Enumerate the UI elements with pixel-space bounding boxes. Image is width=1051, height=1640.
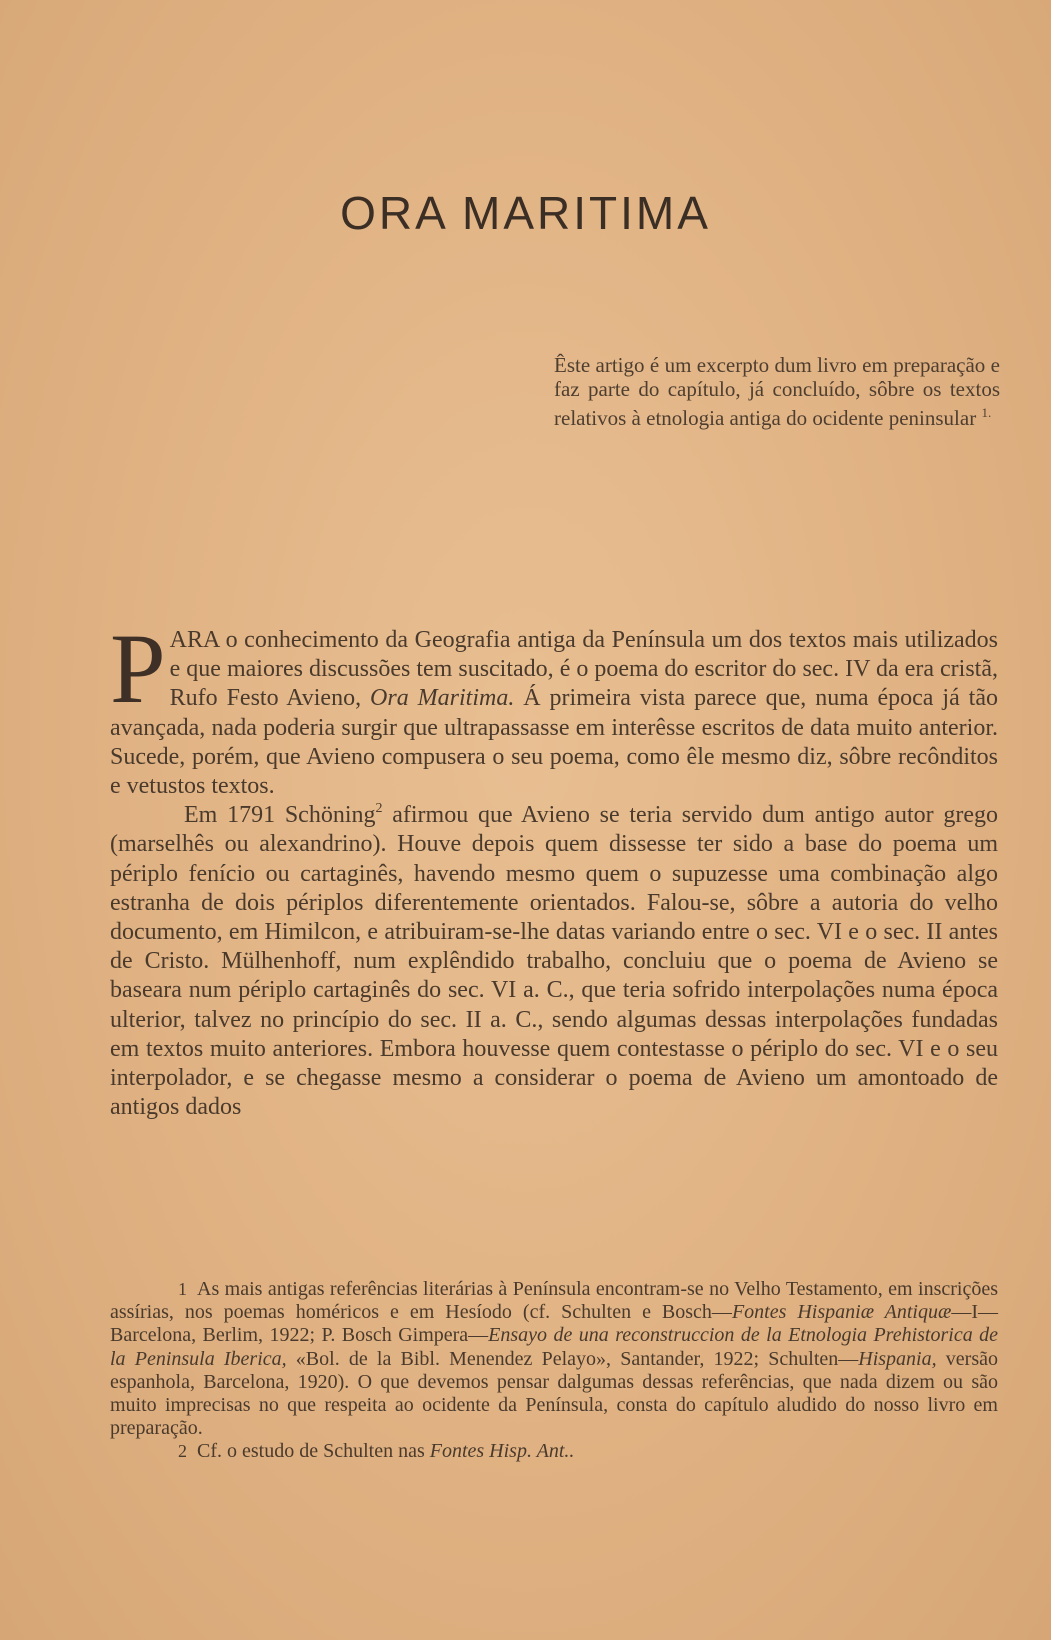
footnote-2 [110, 1440, 998, 1463]
paragraph-2-text-a: Em 1791 Schöning [184, 802, 376, 829]
page-title: ORA MARITIMA [340, 187, 711, 239]
footnote-1-italic-2: Ensayo de una reconstruccion de la Etnologia Prehistorica de la Peninsula Iberica, [110, 1324, 998, 1370]
epigraph-note-ref: 1. [981, 405, 992, 420]
footnote-1-text-1: As mais antigas referências literárias à Península encontram-se no Velho Testamento, em inscrições assírias, nos poemas homéricos e em Hesíodo (cf. Schulten e Bosch— [110, 1278, 998, 1324]
paragraph-2-text-b: afirmou que Avieno se teria servido dum antigo autor grego (marselhês ou alexandrino). Houve depois quem dissesse ter sido a base do poema um périplo fenício ou cartaginês, havendo mesmo quem o supuzesse uma combinação algo estranha de dois périplos diferentemente orientados. Falou-se, sôbre a autoria do velho documento, em Himilcon, e atribuiram-se-lhe datas variando entre o sec. VI e o sec. II antes de Cristo. Mülhenhoff, num explêndido trabalho, concluiu que o poema de Avieno se baseara num périplo cartaginês do sec. VI a. C., que teria sofrido interpolações numa época ulterior, talvez no princípio do sec. II a. C., sendo algumas dessas interpolações fundadas em textos muito anteriores. Embora houvesse quem contestasse o périplo do sec. VI e o seu interpolador, e se chegasse mesmo a considerar o poema de Avieno um amontoado de antigos dados [110, 802, 999, 1121]
footnote-1-text-2: —I—Barcelona, Berlim, 1922; P. Bosch Gimpera— [110, 1301, 998, 1347]
epigraph [554, 354, 1000, 431]
epigraph-text: Êste artigo é um excerpto dum livro em preparação e faz parte do capítulo, já concluído, sôbre os textos relativos à etnologia antiga do ocidente peninsular [554, 353, 1000, 430]
drop-cap: P [110, 613, 166, 724]
footnotes [110, 1278, 998, 1464]
footnote-1-number: 1 [178, 1279, 187, 1299]
paragraph-1-italic: Ora Maritima. [370, 685, 515, 712]
footnote-ref-2: 2 [375, 801, 383, 817]
footnote-1-text-3: «Bol. de la Bibl. Menendez Pelayo», Santander, 1922; Schulten— [286, 1347, 859, 1370]
paragraph-1-text-a: ARA o conhecimento da Geografia antiga da Península um dos textos mais utilizados e que maiores discussões tem suscitado, é o poema do escritor do sec. IV da era cristã, Rufo Festo Avieno, [169, 627, 998, 712]
footnote-1-italic-3: Hispania, [858, 1347, 937, 1370]
footnote-2-text-1: Cf. o estudo de Schulten nas [197, 1440, 430, 1463]
footnote-2-italic-1: Fontes Hisp. Ant.. [429, 1440, 575, 1463]
footnote-1-italic-1: Fontes Hispaniæ Antiquæ [731, 1301, 952, 1324]
paragraph-1-text-b: Á primeira vista parece que, numa época já tão avançada, nada poderia surgir que ultrapassasse em interêsse escritos de data muito anterior. Sucede, porém, que Avieno compusera o seu poema, como êle mesmo diz, sôbre recônditos e vetustos textos. [110, 685, 998, 800]
footnote-1 [110, 1278, 998, 1440]
paragraph-1 [110, 613, 998, 801]
article-body [110, 613, 999, 1122]
paragraph-2 [110, 801, 998, 1122]
footnote-1-text-4: versão espanhola, Barcelona, 1920). O que devemos pensar dalgumas dessas referências, que nada dizem ou são muito imprecisas no que respeita ao ocidente da Península, consta do capítulo aludido do nosso livro em preparação. [110, 1347, 998, 1440]
footnote-2-number: 2 [178, 1441, 187, 1462]
